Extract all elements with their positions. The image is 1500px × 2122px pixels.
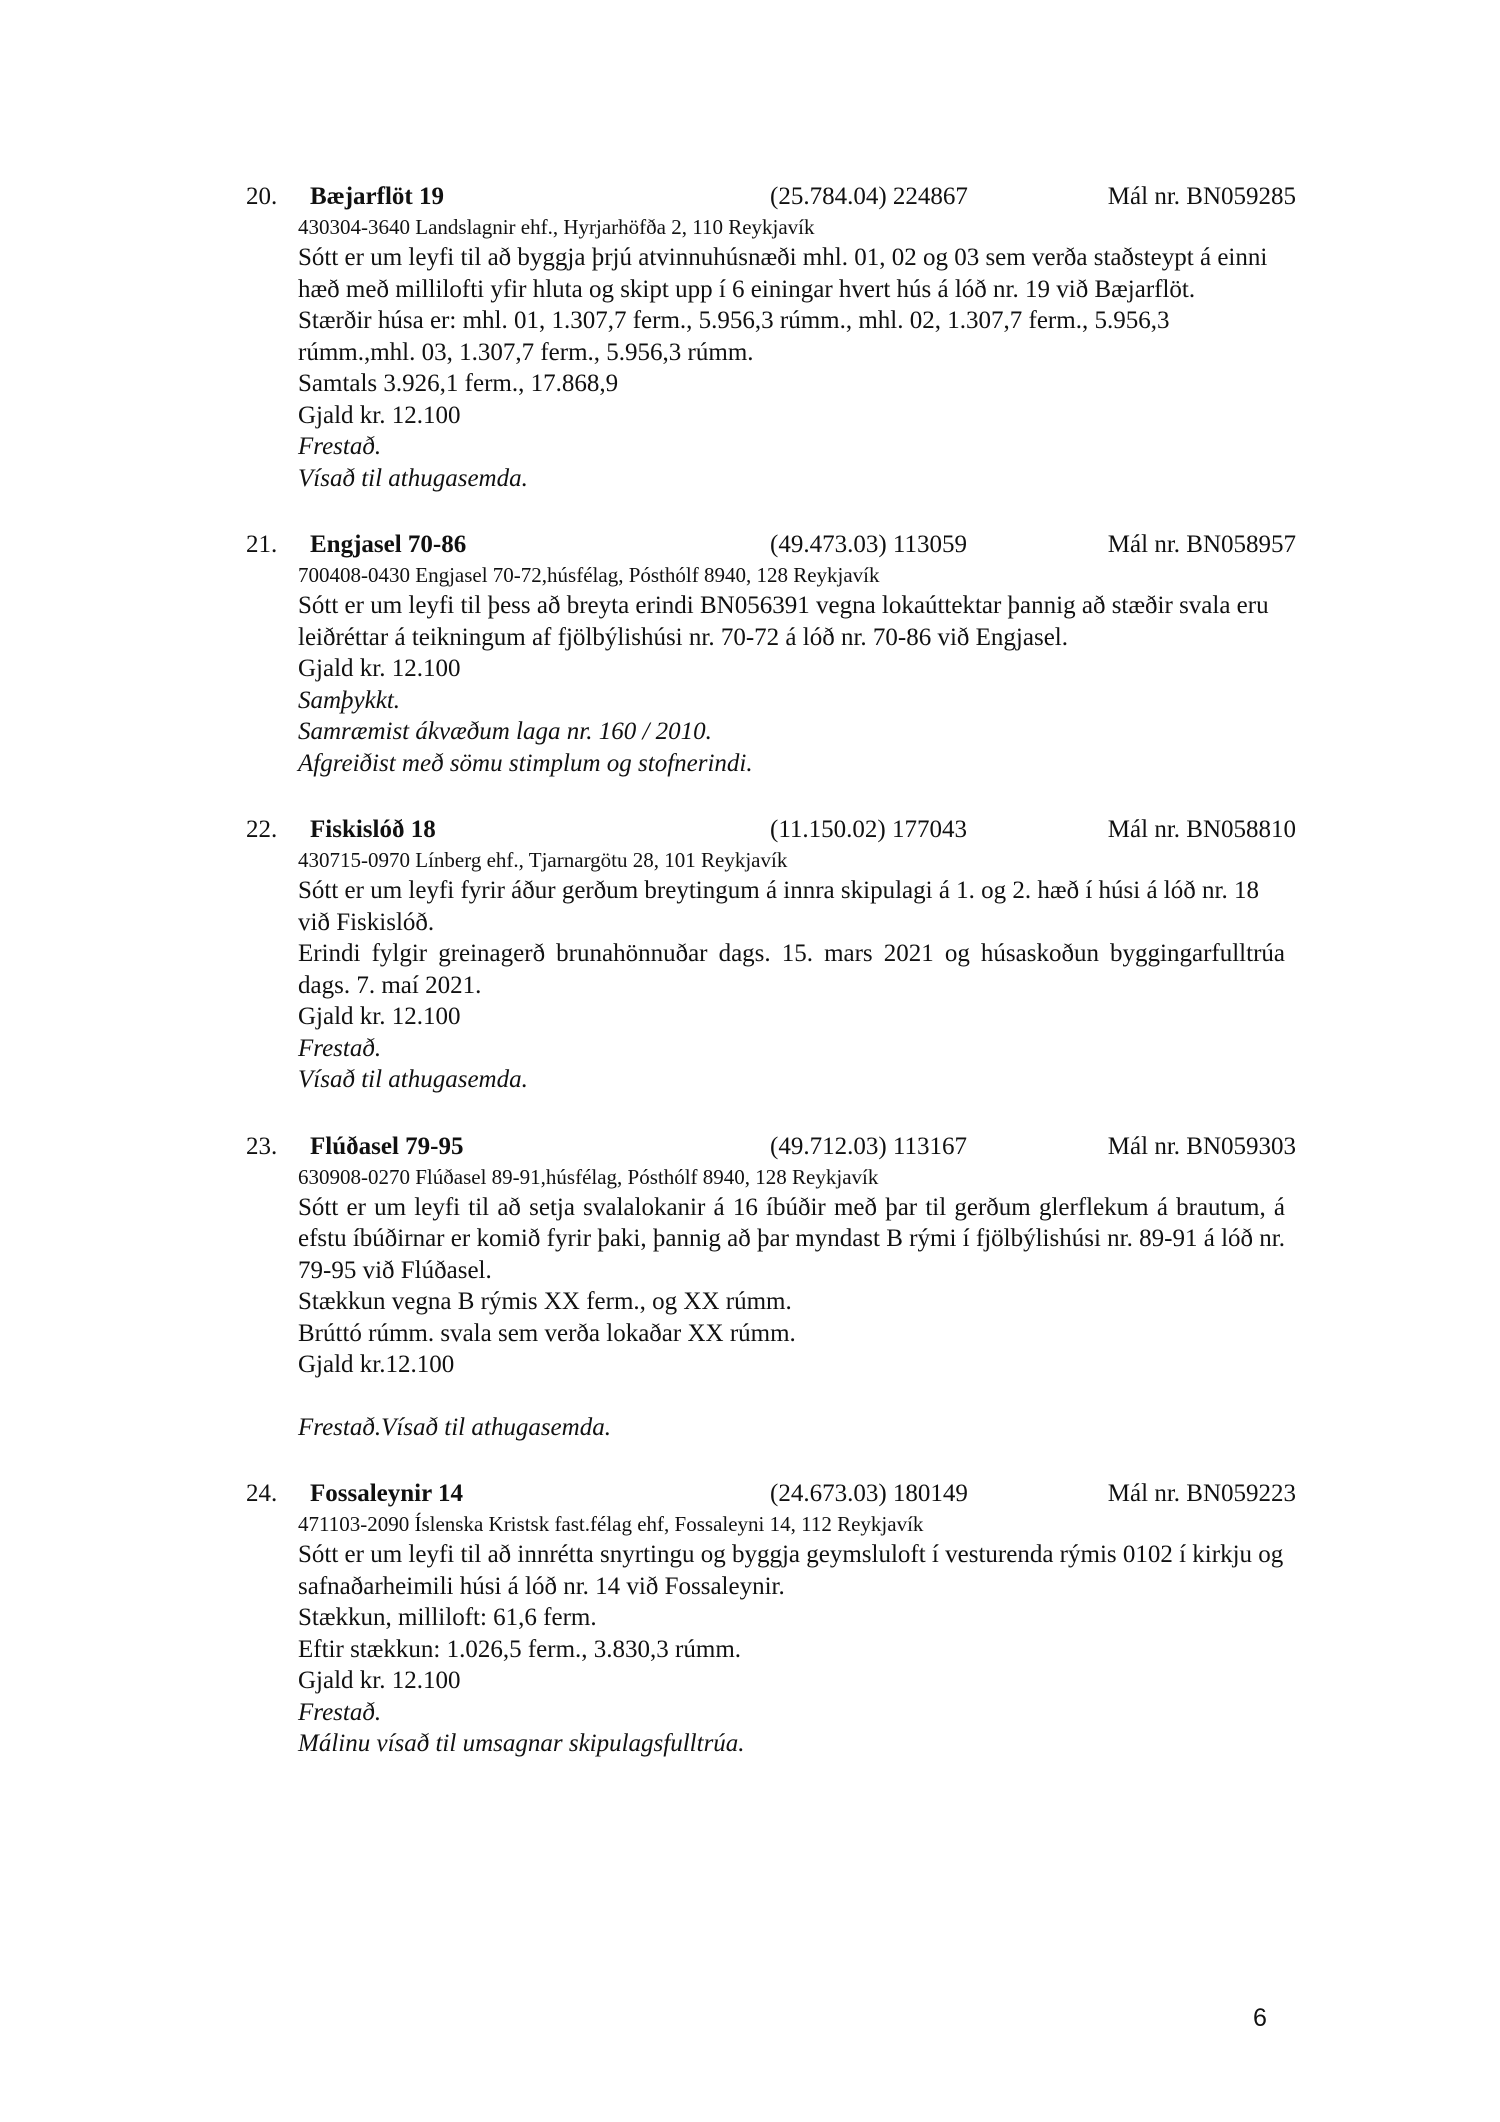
after-enlargement: Eftir stækkun: 1.026,5 ferm., 3.830,3 rúmm. (298, 1635, 742, 1663)
applicant: 471103-2090 Íslenska Kristsk fast.félag ehf, Fossaleyni 14, 112 Reykjavík (298, 1512, 924, 1536)
applicant: 700408-0430 Engjasel 70-72,húsfélag, Pósthólf 8940, 128 Reykjavík (298, 563, 880, 587)
decision: Samþykkt. (298, 686, 401, 714)
gross-volume: Brúttó rúmm. svala sem verða lokaðar XX rúmm. (298, 1319, 796, 1347)
attachment-note: Erindi fylgir greinagerð brunahönnuðar dags. 15. mars 2021 og húsaskoðun byggingarfulltrúa dags. 7. maí 2021. (298, 940, 1285, 999)
description: Sótt er um leyfi fyrir áður gerðum breytingum á innra skipulagi á 1. og 2. hæð í húsi á lóð nr. 18 við Fiskislóð. (298, 877, 1259, 936)
case-number-index: 21. (246, 531, 278, 558)
description: Sótt er um leyfi til að setja svalalokanir á 16 íbúðir með þar til gerðum glerflekum á brautum, á efstu íbúðirnar er komið fyrir þaki, þannig að þar myndast B rými í fjölbýlishúsi nr. 89-91 á lóð nr. 79-95 við Flúðasel. (298, 1193, 1285, 1284)
sizes: Stærðir húsa er: mhl. 01, 1.307,7 ferm., 5.956,3 rúmm., mhl. 02, 1.307,7 ferm., 5.956,3 rúmm.,mhl. 03, 1.307,7 ferm., 5.956,3 rúmm. (298, 307, 1170, 366)
description: Sótt er um leyfi til þess að breyta erindi BN056391 vegna lokaúttektar þannig að stæðir svala eru leiðréttar á teikningum af fjölbýlishúsi nr. 70-72 á lóð nr. 70-86 við Engjasel. (298, 592, 1269, 651)
case-body (298, 561, 1285, 779)
case-address: Bæjarflöt 19 (310, 183, 444, 210)
case-entry (246, 813, 1296, 1096)
case-reference: Mál nr. BN059223 (1107, 1480, 1296, 1507)
fee: Gjald kr. 12.100 (298, 1003, 461, 1030)
case-address: Fiskislóð 18 (310, 816, 436, 843)
land-number: (49.712.03) 113167 (770, 1132, 967, 1160)
case-entry (246, 180, 1296, 494)
case-body (298, 1510, 1285, 1760)
page-number: 6 (1253, 2004, 1267, 2032)
case-body (298, 846, 1285, 1096)
decision: Frestað. (298, 433, 382, 460)
applicant: 630908-0270 Flúðasel 89-91,húsfélag, Pósthólf 8940, 128 Reykjavík (298, 1164, 879, 1189)
case-list (246, 180, 1296, 1794)
decision: Frestað. (298, 1698, 382, 1726)
case-header (246, 528, 1296, 561)
case-address: Engjasel 70-86 (310, 531, 467, 558)
case-number-index: 20. (246, 183, 278, 210)
case-reference: Mál nr. BN059285 (1107, 183, 1296, 210)
decision-note: Samræmist ákvæðum laga nr. 160 / 2010. (298, 718, 712, 745)
enlargement: Stækkun vegna B rýmis XX ferm., og XX rúmm. (298, 1288, 792, 1315)
case-reference: Mál nr. BN058810 (1107, 816, 1296, 843)
case-header (246, 1130, 1296, 1163)
fee: Gjald kr. 12.100 (298, 655, 461, 682)
decision-note: Afgreiðist með sömu stimplum og stofnerindi. (298, 749, 753, 777)
case-number-index: 23. (246, 1132, 278, 1160)
decision: Frestað.Vísað til athugasemda. (298, 1413, 611, 1441)
decision: Frestað. (298, 1034, 382, 1062)
case-reference: Mál nr. BN059303 (1107, 1132, 1296, 1160)
case-header (246, 1477, 1296, 1510)
case-header (246, 813, 1296, 846)
case-number-index: 24. (246, 1480, 278, 1507)
land-number: (11.150.02) 177043 (770, 816, 967, 843)
case-body (298, 1163, 1285, 1444)
case-reference: Mál nr. BN058957 (1107, 531, 1296, 558)
case-entry (246, 528, 1296, 779)
land-number: (25.784.04) 224867 (770, 183, 968, 210)
case-body (298, 213, 1285, 494)
case-entry (246, 1130, 1296, 1444)
case-number-index: 22. (246, 816, 278, 843)
total: Samtals 3.926,1 ferm., 17.868,9 (298, 370, 619, 397)
fee: Gjald kr. 12.100 (298, 401, 461, 429)
case-address: Fossaleynir 14 (310, 1480, 464, 1507)
decision-note: Vísað til athugasemda. (298, 464, 528, 492)
description: Sótt er um leyfi til að byggja þrjú atvinnuhúsnæði mhl. 01, 02 og 03 sem verða staðsteypt á einni hæð með millilofti yfir hluta og skipt upp í 6 einingar hvert hús á lóð nr. 19 við Bæjarflöt. (298, 244, 1268, 303)
applicant: 430304-3640 Landslagnir ehf., Hyrjarhöfða 2, 110 Reykjavík (298, 215, 815, 239)
fee: Gjald kr. 12.100 (298, 1667, 461, 1694)
applicant: 430715-0970 Línberg ehf., Tjarnargötu 28, 101 Reykjavík (298, 848, 788, 872)
description: Sótt er um leyfi til að innrétta snyrtingu og byggja geymsluloft í vesturenda rýmis 0102 í kirkju og safnaðarheimili húsi á lóð nr. 14 við Fossaleynir. (298, 1541, 1284, 1600)
land-number: (24.673.03) 180149 (770, 1480, 968, 1507)
fee: Gjald kr.12.100 (298, 1351, 455, 1378)
case-entry (246, 1477, 1296, 1760)
blank-line (298, 1381, 1285, 1412)
case-header (246, 180, 1296, 213)
decision-note: Málinu vísað til umsagnar skipulagsfulltrúa. (298, 1730, 745, 1757)
land-number: (49.473.03) 113059 (770, 531, 967, 558)
case-address: Flúðasel 79-95 (310, 1132, 464, 1160)
enlargement: Stækkun, milliloft: 61,6 ferm. (298, 1604, 597, 1631)
decision-note: Vísað til athugasemda. (298, 1066, 528, 1093)
